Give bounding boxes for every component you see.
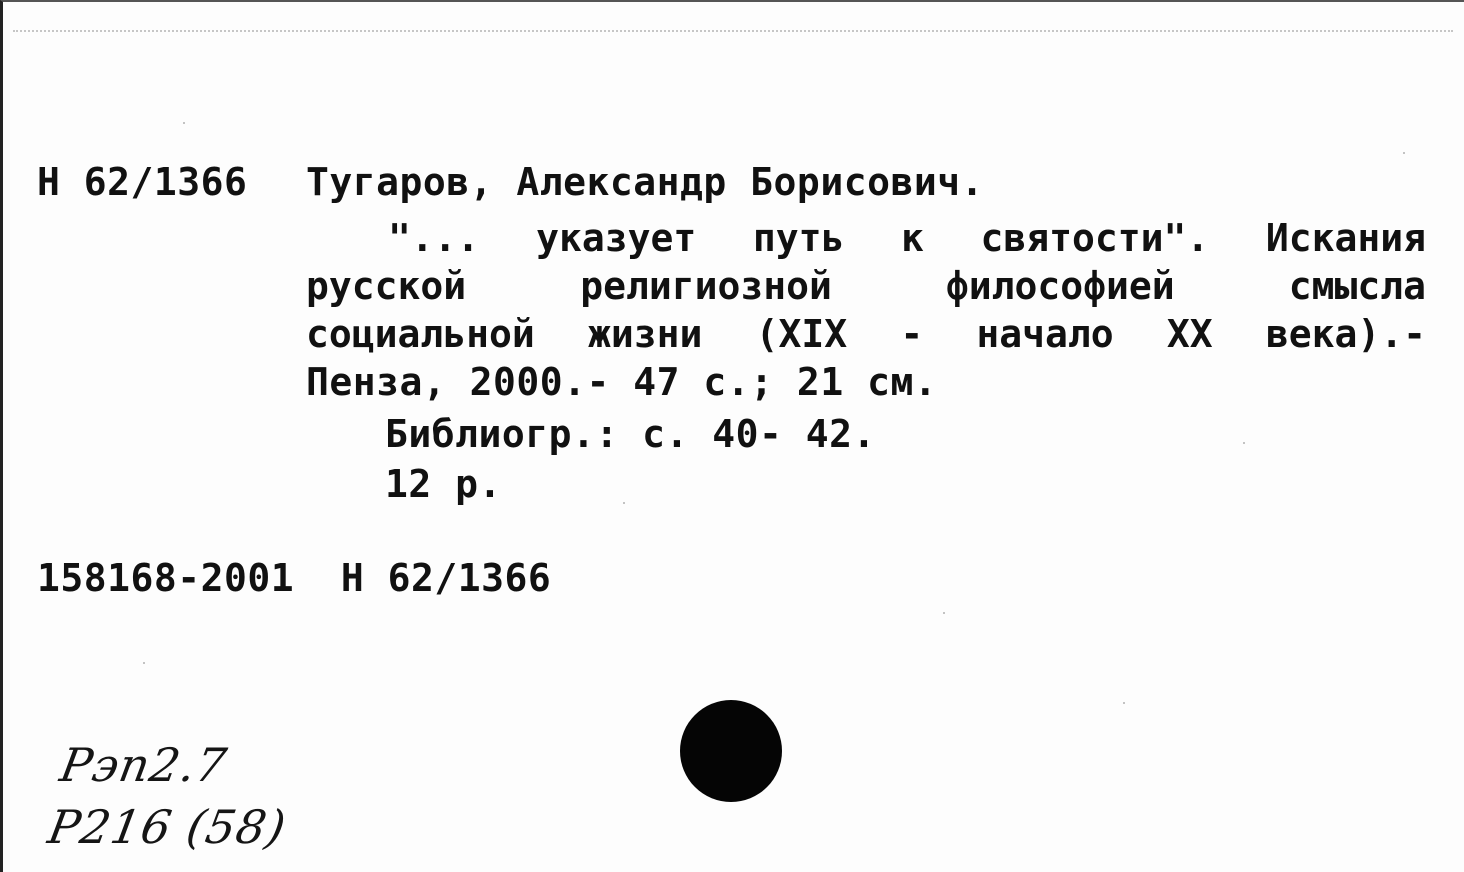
speck (943, 612, 945, 614)
accession-number: 158168-2001 Н 62/1366 (37, 556, 552, 600)
speck (1403, 152, 1405, 154)
handwritten-class-2: Р216 (58) (44, 800, 291, 854)
speck (623, 502, 625, 504)
title-line-1: "... указует путь к святости". Искания (388, 216, 1426, 260)
top-scan-noise (13, 30, 1453, 56)
bibliography-note: Библиогр.: с. 40- 42. (385, 412, 876, 456)
punch-hole (680, 700, 782, 802)
speck (1123, 702, 1125, 704)
title-line-2: русской религиозной философией смысла (306, 264, 1426, 308)
shelfmark: Н 62/1366 (37, 160, 248, 204)
price: 12 р. (385, 462, 502, 506)
speck (1243, 442, 1245, 444)
speck (143, 662, 145, 664)
author-heading: Тугаров, Александр Борисович. (306, 160, 984, 204)
title-line-3: социальной жизни (XIX - начало XX века).- (306, 312, 1426, 356)
speck (183, 122, 185, 124)
handwritten-class-1: Рэп2.7 (56, 738, 232, 792)
imprint: Пенза, 2000.- 47 с.; 21 см. (306, 360, 938, 404)
